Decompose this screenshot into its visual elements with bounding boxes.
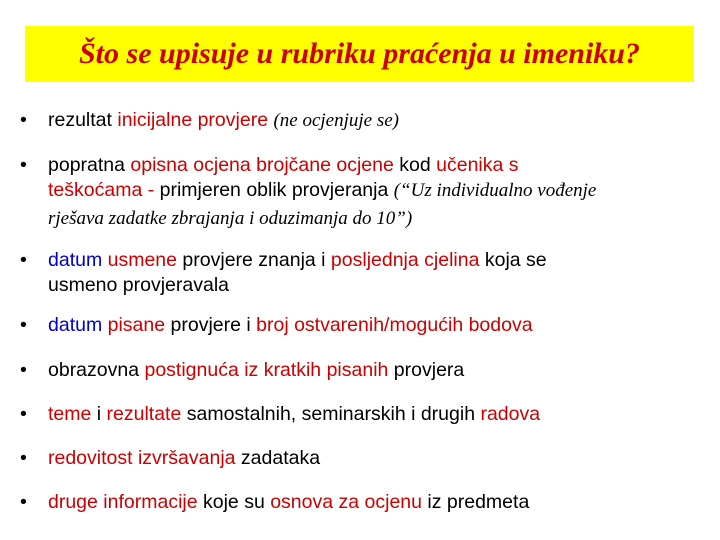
text-line bbox=[48, 108, 720, 133]
text-run: postignuća iz kratkih pisanih bbox=[144, 359, 394, 381]
text-run: broj ostvarenih/mogućih bodova bbox=[256, 314, 533, 336]
text-run: popratna bbox=[48, 154, 131, 176]
text-run: pisane bbox=[107, 314, 171, 336]
text-run: samostalnih, seminarskih i drugih bbox=[186, 403, 481, 425]
text-run: inicijalne provjere bbox=[117, 109, 274, 131]
bullet-icon: • bbox=[20, 109, 27, 131]
list-item-text bbox=[48, 446, 720, 471]
list-item bbox=[20, 358, 720, 383]
text-run: posljednja cjelina bbox=[330, 249, 485, 271]
bullet-icon: • bbox=[20, 249, 27, 271]
text-run: i bbox=[96, 403, 107, 425]
list-item bbox=[20, 402, 720, 427]
bullet-icon: • bbox=[20, 154, 27, 176]
text-run: druge informacije bbox=[48, 491, 203, 513]
list-item-text bbox=[48, 153, 720, 231]
list-item-text bbox=[48, 313, 720, 338]
title-banner bbox=[25, 26, 694, 82]
text-run: redovitost izvršavanja bbox=[48, 447, 241, 469]
text-line bbox=[48, 313, 720, 338]
text-run: rezultat bbox=[48, 109, 118, 131]
list-item bbox=[20, 108, 720, 133]
text-run: datum bbox=[48, 249, 108, 271]
list-item bbox=[20, 248, 720, 298]
text-run: usmene bbox=[107, 249, 183, 271]
list-item-text bbox=[48, 248, 720, 298]
bullet-icon: • bbox=[20, 491, 27, 513]
list-item-text bbox=[48, 402, 720, 427]
text-line bbox=[48, 490, 720, 515]
text-line bbox=[48, 273, 720, 298]
list-item bbox=[20, 313, 720, 338]
text-run: opisna ocjena brojčane ocjene bbox=[130, 154, 400, 176]
text-run: provjere i bbox=[170, 314, 257, 336]
bullet-icon: • bbox=[20, 447, 27, 469]
text-run: iz predmeta bbox=[427, 491, 530, 513]
text-line bbox=[48, 358, 720, 383]
text-run: učenika s bbox=[436, 154, 519, 176]
text-run: usmeno provjeravala bbox=[48, 274, 230, 296]
bullet-icon: • bbox=[20, 359, 27, 381]
text-run: obrazovna bbox=[48, 359, 145, 381]
text-run: osnova za ocjenu bbox=[270, 491, 428, 513]
slide-title: Što se upisuje u rubriku praćenja u imeniku? bbox=[79, 37, 640, 70]
bullet-icon: • bbox=[20, 314, 27, 336]
text-line bbox=[48, 206, 720, 231]
list-item-text bbox=[48, 108, 720, 133]
list-item-text bbox=[48, 358, 720, 383]
text-run: zadataka bbox=[240, 447, 321, 469]
text-line bbox=[48, 153, 720, 178]
text-run: (“Uz individualno vođenje bbox=[393, 180, 597, 201]
text-run: provjera bbox=[393, 359, 465, 381]
text-run: rješava zadatke zbrajanja i oduzimanja do 10”) bbox=[48, 208, 413, 229]
list-item bbox=[20, 446, 720, 471]
text-line bbox=[48, 446, 720, 471]
list-item bbox=[20, 153, 720, 231]
text-run: provjere znanja i bbox=[182, 249, 331, 271]
text-run: kod bbox=[399, 154, 437, 176]
text-run: teme bbox=[48, 403, 97, 425]
text-line bbox=[48, 178, 720, 203]
text-line bbox=[48, 402, 720, 427]
text-run: primjeren oblik provjeranja bbox=[159, 179, 394, 201]
text-run: (ne ocjenjuje se) bbox=[273, 110, 400, 131]
text-run: teškoćama - bbox=[48, 179, 160, 201]
text-run: radova bbox=[480, 403, 541, 425]
text-run: koje su bbox=[203, 491, 271, 513]
list-item bbox=[20, 490, 720, 515]
list-item-text bbox=[48, 490, 720, 515]
text-run: rezultate bbox=[106, 403, 187, 425]
text-line bbox=[48, 248, 720, 273]
text-run: koja se bbox=[484, 249, 547, 271]
bullet-icon: • bbox=[20, 403, 27, 425]
text-run: datum bbox=[48, 314, 108, 336]
